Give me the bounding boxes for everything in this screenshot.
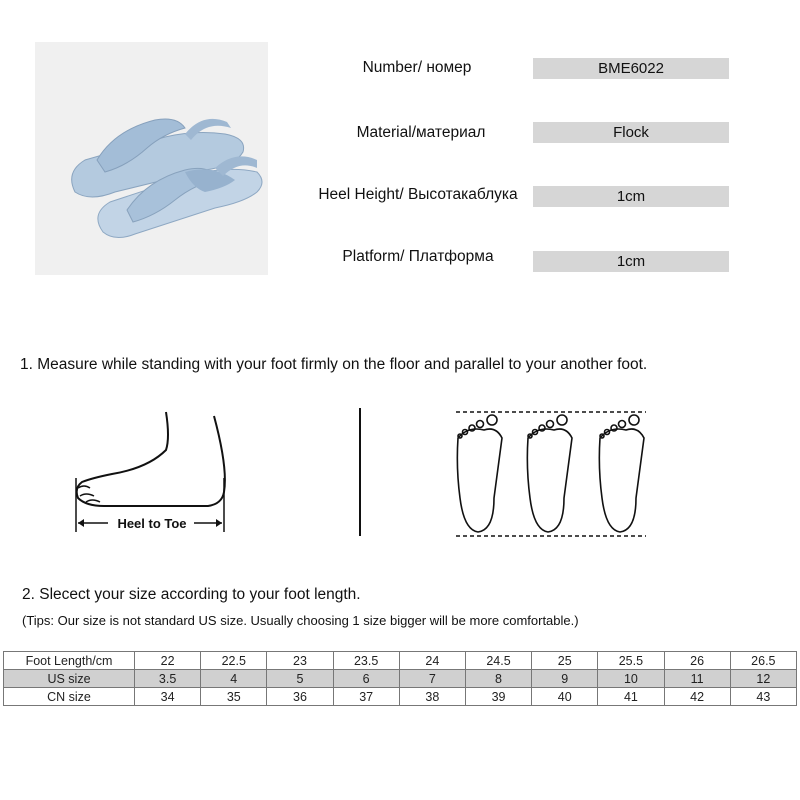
step-2-text: 2. Slecect your size according to your foot length.: [22, 586, 361, 603]
table-cell: 23.5: [333, 652, 399, 670]
table-cell: 35: [201, 688, 267, 706]
table-cell: 23: [267, 652, 333, 670]
diagram-divider: [359, 408, 361, 536]
spec-platform-value: 1cm: [533, 251, 729, 272]
table-cell: 36: [267, 688, 333, 706]
table-cell: 22.5: [201, 652, 267, 670]
row-header: US size: [4, 670, 135, 688]
table-cell: 41: [598, 688, 664, 706]
table-cell: 42: [664, 688, 730, 706]
table-row-foot-length: [4, 652, 797, 670]
table-row-us-size: [4, 670, 797, 688]
table-cell: 10: [598, 670, 664, 688]
table-cell: 38: [399, 688, 465, 706]
table-cell: 22: [135, 652, 201, 670]
table-cell: 9: [532, 670, 598, 688]
sandal-image: [35, 42, 268, 275]
row-header: CN size: [4, 688, 135, 706]
product-photo: [35, 42, 268, 275]
table-cell: 26: [664, 652, 730, 670]
table-cell: 25: [532, 652, 598, 670]
heel-to-toe-label: Heel to Toe: [117, 516, 187, 531]
table-cell: 5: [267, 670, 333, 688]
table-cell: 6: [333, 670, 399, 688]
tips-text: (Tips: Our size is not standard US size. Usually choosing 1 size bigger will be more comfortable.): [22, 613, 579, 628]
foot-outlines-diagram: [446, 408, 662, 540]
table-cell: 8: [465, 670, 531, 688]
spec-number-value: BME6022: [533, 58, 729, 79]
table-cell: 24: [399, 652, 465, 670]
table-cell: 4: [201, 670, 267, 688]
table-cell: 26.5: [730, 652, 796, 670]
table-cell: 7: [399, 670, 465, 688]
spec-heel-value: 1cm: [533, 186, 729, 207]
spec-platform-label: Platform/ Платформа: [342, 248, 494, 265]
table-cell: 43: [730, 688, 796, 706]
step-1-text: 1. Measure while standing with your foot firmly on the floor and parallel to your another foot.: [20, 356, 648, 373]
table-cell: 24.5: [465, 652, 531, 670]
table-cell: 40: [532, 688, 598, 706]
spec-heel-label: Heel Height/ Высотакаблука: [318, 186, 518, 203]
spec-material-label: Material/материал: [356, 124, 486, 141]
table-cell: 37: [333, 688, 399, 706]
table-cell: 12: [730, 670, 796, 688]
table-row-cn-size: [4, 688, 797, 706]
table-cell: 25.5: [598, 652, 664, 670]
table-cell: 11: [664, 670, 730, 688]
spec-material-value: Flock: [533, 122, 729, 143]
size-chart-table: [3, 651, 797, 706]
spec-number-label: Number/ номер: [362, 59, 472, 76]
table-cell: 39: [465, 688, 531, 706]
side-foot-diagram: [68, 408, 238, 536]
row-header: Foot Length/cm: [4, 652, 135, 670]
table-cell: 3.5: [135, 670, 201, 688]
table-cell: 34: [135, 688, 201, 706]
